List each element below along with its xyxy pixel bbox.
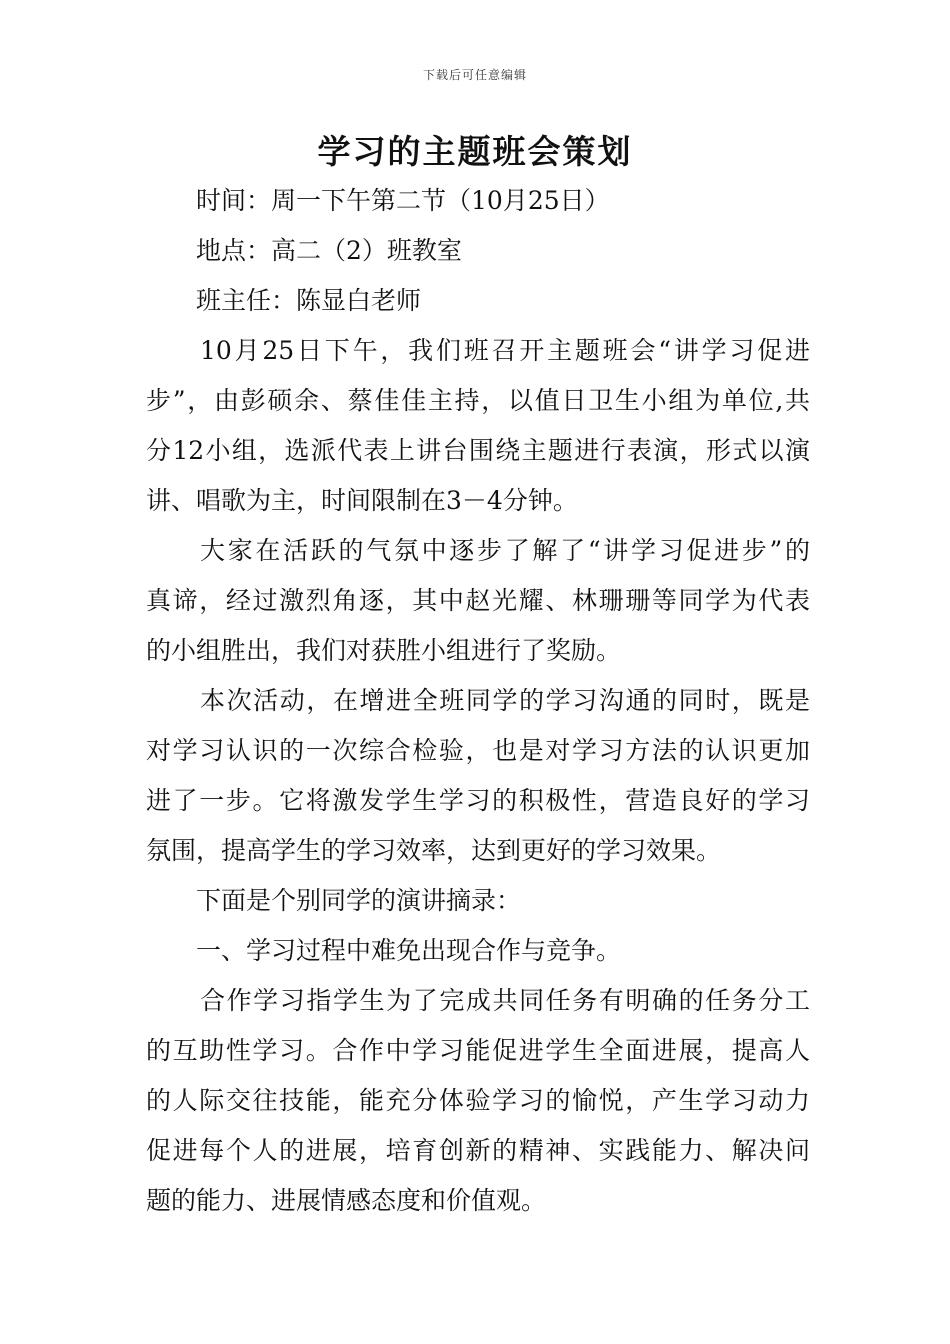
paragraph-line: 题的能力、进展情感态度和价值观。 — [146, 1186, 547, 1215]
paragraph-summary — [146, 326, 810, 526]
paragraph-line: 的小组胜出，我们对获胜小组进行了奖励。 — [146, 636, 622, 665]
paragraph-result — [146, 526, 810, 676]
header-note: 下载后可任意编辑 — [422, 68, 527, 82]
paragraph-line: 真谛，经过激烈角逐，其中赵光耀、林珊珊等同学为代表 — [146, 586, 810, 615]
section-heading: 一、学习过程中难免出现合作与竞争。 — [196, 936, 622, 965]
paragraph-line: 的人际交往技能，能充分体验学习的愉悦，产生学习动力 — [146, 1086, 810, 1115]
paragraph-line: 本次活动，在增进全班同学的学习沟通的同时，既是 — [200, 686, 810, 715]
paragraph-line: 合作学习指学生为了完成共同任务有明确的任务分工 — [200, 986, 810, 1015]
paragraph-line: 的互助性学习。合作中学习能促进学生全面进展，提高人 — [146, 1036, 810, 1065]
paragraph-significance — [146, 676, 810, 876]
document-body — [146, 176, 810, 1226]
meta-time: 时间：周一下午第二节（10月25日） — [196, 186, 610, 215]
intro-line: 下面是个别同学的演讲摘录： — [196, 886, 522, 915]
document-title: 学习的主题班会策划 — [317, 132, 633, 171]
paragraph-line: 促进每个人的进展，培育创新的精神、实践能力、解决问 — [146, 1136, 810, 1165]
meta-teacher: 班主任：陈显白老师 — [196, 286, 422, 315]
paragraph-line: 讲、唱歌为主，时间限制在3－4分钟。 — [146, 486, 578, 515]
paragraph-line: 10月25日下午，我们班召开主题班会“讲学习促进 — [200, 336, 810, 365]
paragraph-line: 氛围，提高学生的学习效率，达到更好的学习效果。 — [146, 836, 722, 865]
paragraph-line: 大家在活跃的气氛中逐步了解了“讲学习促进步”的 — [200, 536, 810, 565]
paragraph-line: 分12小组，选派代表上讲台围绕主题进行表演，形式以演 — [146, 436, 810, 465]
paragraph-line: 对学习认识的一次综合检验，也是对学习方法的认识更加 — [146, 736, 810, 765]
paragraph-cooperation — [146, 976, 810, 1226]
paragraph-line: 步”，由彭硕余、蔡佳佳主持，以值日卫生小组为单位,共 — [146, 386, 810, 415]
meta-place: 地点：高二（2）班教室 — [196, 236, 462, 265]
paragraph-line: 进了一步。它将激发学生学习的积极性，营造良好的学习 — [146, 786, 810, 815]
